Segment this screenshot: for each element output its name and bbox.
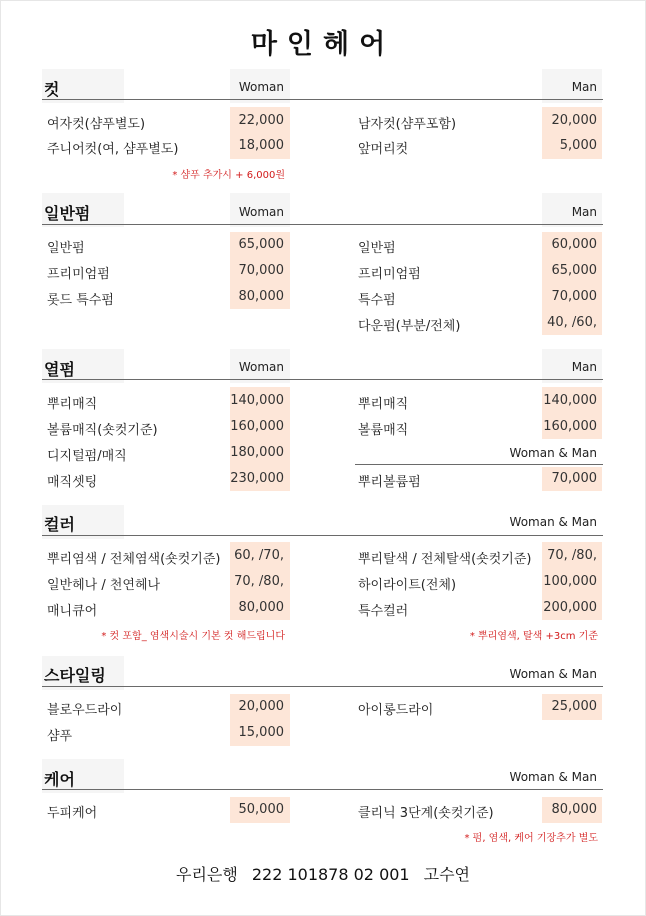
menu-item-price: 40, /60, xyxy=(547,315,597,330)
section-rule xyxy=(42,686,603,687)
menu-item-price: 180,000 xyxy=(230,445,284,460)
menu-item-price: 60, /70, xyxy=(234,548,284,563)
menu-item-name: 볼륨매직(숏컷기준) xyxy=(47,423,158,438)
menu-item-price: 80,000 xyxy=(238,289,284,304)
menu-item-price: 70, /80, xyxy=(234,574,284,589)
menu-item-name: 뿌리매직 xyxy=(358,397,409,412)
note-color-root: * 뿌리염색, 탈색 +3cm 기준 xyxy=(469,631,598,642)
menu-item-name: 특수펌 xyxy=(358,293,396,308)
menu-item-name: 뿌리볼륨펌 xyxy=(358,475,421,490)
section-rule xyxy=(42,789,603,790)
menu-item-price: 230,000 xyxy=(230,471,284,486)
column-head-woman-and-man: Woman & Man xyxy=(509,770,597,784)
section-rule xyxy=(42,99,603,100)
column-head-woman-and-man: Woman & Man xyxy=(509,446,597,460)
section-title-cut: 컷 xyxy=(44,80,60,99)
note-color-cut: * 컷 포함_ 염색시술시 기본 컷 해드립니다 xyxy=(101,631,285,642)
menu-item-price: 65,000 xyxy=(238,237,284,252)
menu-item-price: 20,000 xyxy=(238,699,284,714)
column-head-man: Man xyxy=(571,80,597,94)
note-shampoo: * 샴푸 추가시 + 6,000원 xyxy=(172,170,285,181)
menu-item-name: 앞머리컷 xyxy=(358,142,409,157)
menu-item-price: 70, /80, xyxy=(547,548,597,563)
menu-item-price: 200,000 xyxy=(543,600,597,615)
menu-item-price: 160,000 xyxy=(230,419,284,434)
menu-item-price: 70,000 xyxy=(238,263,284,278)
menu-item-name: 하이라이트(전체) xyxy=(358,578,457,593)
menu-item-price: 80,000 xyxy=(551,802,597,817)
column-head-woman-and-man: Woman & Man xyxy=(509,515,597,529)
section-title-perm: 일반펌 xyxy=(44,204,91,223)
menu-item-name: 뿌리탈색 / 전체탈색(숏컷기준) xyxy=(358,552,532,567)
menu-item-name: 뿌리염색 / 전체염색(숏컷기준) xyxy=(47,552,221,567)
menu-item-price: 5,000 xyxy=(559,138,597,153)
menu-item-price: 140,000 xyxy=(543,393,597,408)
menu-item-name: 일반펌 xyxy=(358,241,396,256)
menu-item-name: 볼륨매직 xyxy=(358,423,409,438)
section-title-styling: 스타일링 xyxy=(44,666,106,685)
bank-name: 우리은행 xyxy=(176,865,238,884)
menu-item-price: 80,000 xyxy=(238,600,284,615)
menu-item-name: 두피케어 xyxy=(47,806,98,821)
menu-item-name: 프리미엄펌 xyxy=(358,267,421,282)
menu-item-price: 50,000 xyxy=(238,802,284,817)
menu-item-name: 특수컬러 xyxy=(358,604,409,619)
menu-item-name: 여자컷(샴푸별도) xyxy=(47,117,146,132)
section-title-color: 컬러 xyxy=(44,515,75,534)
menu-item-name: 블로우드라이 xyxy=(47,703,123,718)
menu-item-price: 160,000 xyxy=(543,419,597,434)
page-title: 마인헤어 xyxy=(250,29,396,60)
bank-account-info xyxy=(0,862,646,885)
menu-item-price: 60,000 xyxy=(551,237,597,252)
menu-item-name: 롯드 특수펌 xyxy=(47,293,114,308)
column-head-man: Man xyxy=(571,205,597,219)
menu-item-price: 65,000 xyxy=(551,263,597,278)
menu-item-price: 22,000 xyxy=(238,113,284,128)
menu-item-name: 디지털펌/매직 xyxy=(47,449,127,464)
section-rule xyxy=(42,379,603,380)
menu-item-name: 뿌리매직 xyxy=(47,397,98,412)
menu-item-name: 클리닉 3단계(숏컷기준) xyxy=(358,806,494,821)
account-number: 222 101878 02 001 xyxy=(251,865,410,884)
menu-item-name: 일반펌 xyxy=(47,241,85,256)
menu-item-name: 프리미엄펌 xyxy=(47,267,110,282)
column-head-woman: Woman xyxy=(238,80,284,94)
column-head-man: Man xyxy=(571,360,597,374)
section-rule xyxy=(42,224,603,225)
menu-item-name: 일반헤나 / 천연헤나 xyxy=(47,578,161,593)
menu-item-name: 샴푸 xyxy=(47,729,73,744)
menu-item-name: 아이롱드라이 xyxy=(358,703,434,718)
section-title-care: 케어 xyxy=(44,770,75,789)
section-rule xyxy=(42,535,603,536)
menu-item-price: 18,000 xyxy=(238,138,284,153)
menu-item-name: 남자컷(샴푸포함) xyxy=(358,117,457,132)
account-holder: 고수연 xyxy=(423,865,470,884)
menu-item-price: 20,000 xyxy=(551,113,597,128)
menu-item-name: 다운펌(부분/전체) xyxy=(358,319,461,334)
sub-rule xyxy=(355,464,603,465)
menu-item-price: 70,000 xyxy=(551,471,597,486)
column-head-woman: Woman xyxy=(238,360,284,374)
menu-item-name: 주니어컷(여, 샴푸별도) xyxy=(47,142,179,157)
menu-item-name: 매직셋팅 xyxy=(47,475,98,490)
note-length-surcharge: * 펌, 염색, 케어 기장추가 별도 xyxy=(464,833,598,844)
menu-item-price: 25,000 xyxy=(551,699,597,714)
menu-item-price: 70,000 xyxy=(551,289,597,304)
section-title-heat-perm: 열펌 xyxy=(44,360,75,379)
column-head-woman-and-man: Woman & Man xyxy=(509,667,597,681)
column-head-woman: Woman xyxy=(238,205,284,219)
menu-item-price: 140,000 xyxy=(230,393,284,408)
menu-item-name: 매니큐어 xyxy=(47,604,98,619)
menu-item-price: 100,000 xyxy=(543,574,597,589)
menu-item-price: 15,000 xyxy=(238,725,284,740)
